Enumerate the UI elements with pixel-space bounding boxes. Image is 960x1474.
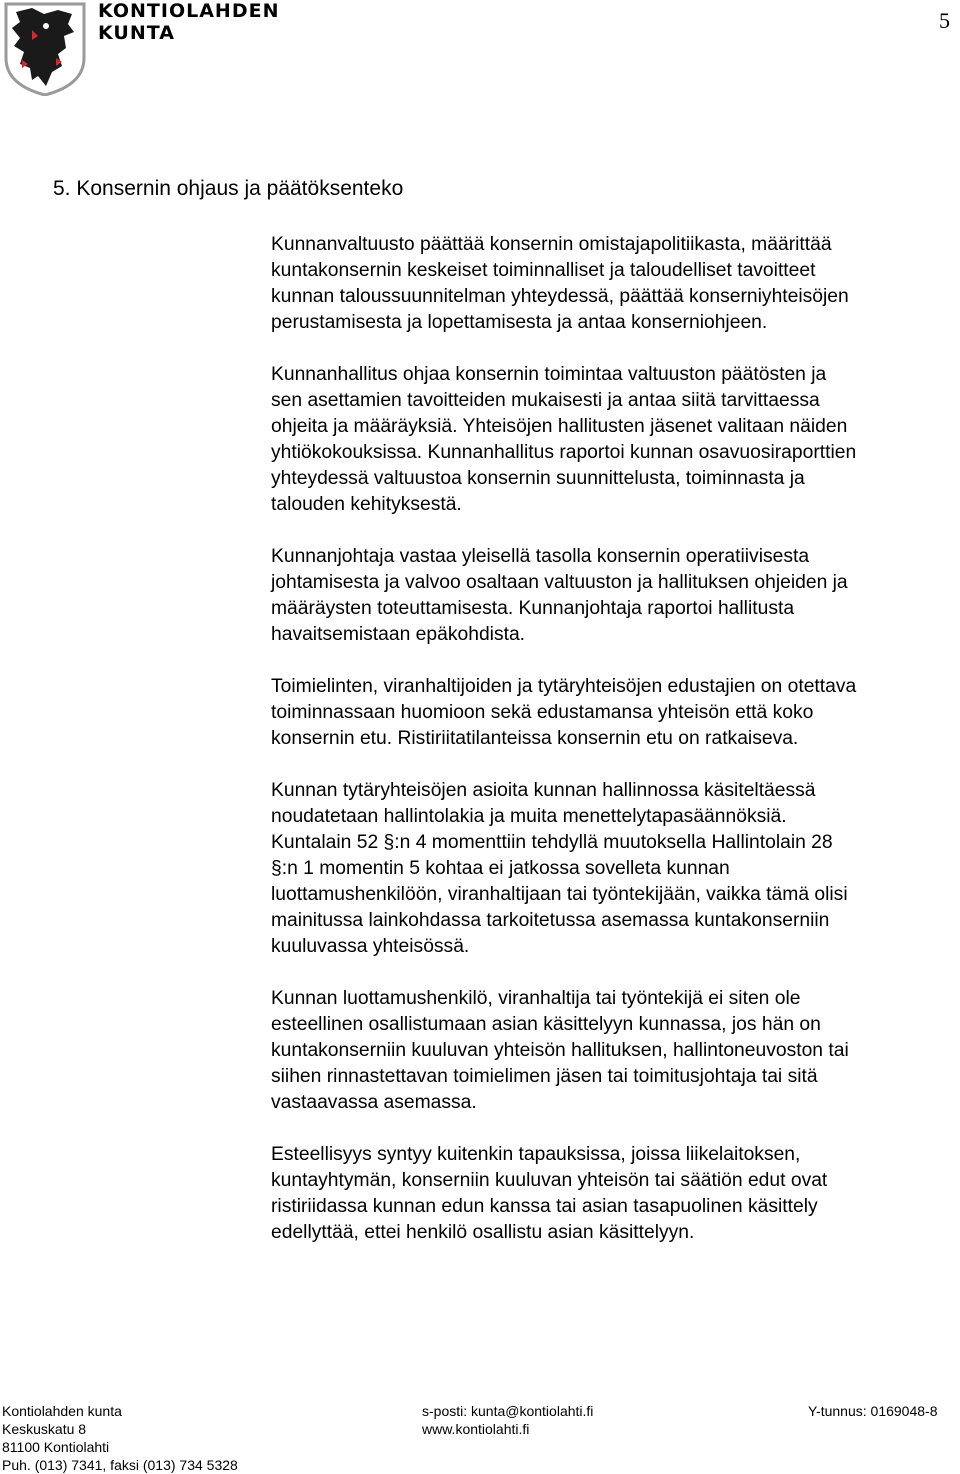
municipality-name xyxy=(98,0,279,44)
footer-business-id xyxy=(808,1402,937,1420)
section-body xyxy=(271,232,955,1272)
footer-address xyxy=(2,1402,238,1474)
paragraph: Kunnanjohtaja vastaa yleisellä tasolla konsernin operatiivisesta johtamisesta ja valvoo osaltaan valtuuston ja hallituksen ohjeiden ja määräysten toteuttamisesta. Kunnanjohtaja raportoi hallitusta havaitsemistaan epäkohdista. xyxy=(271,546,848,645)
coat-of-arms-icon xyxy=(2,0,88,96)
footer-website: www.kontiolahti.fi xyxy=(422,1421,530,1437)
footer-postal: 81100 Kontiolahti xyxy=(2,1439,110,1455)
municipality-name-line2: KUNTA xyxy=(98,22,175,44)
paragraph: Kunnanvaltuusto päättää konsernin omistajapolitiikasta, määrittää kuntakonsernin keskeiset toiminnalliset ja taloudelliset tavoitteet kunnan taloussuunnitelman yhteydessä, päättää konserniyhteisöjen perustamisesta ja lopettamisesta ja antaa konserniohjeen. xyxy=(271,234,849,333)
footer-contact xyxy=(422,1402,593,1438)
footer-y-tunnus: Y-tunnus: 0169048-8 xyxy=(808,1403,938,1419)
paragraph: Kunnan tytäryhteisöjen asioita kunnan hallinnossa käsiteltäessä noudatetaan hallintolakia ja muita menettelytapasäännöksiä. Kuntalain 52 §:n 4 momenttiin tehdyllä muutoksella Hallintolain 28 §:n 1 momentin 5 kohtaa ei jatkossa sovelleta kunnan luottamushenkilöön, viranhaltijaan tai työntekijään, vaikka tämä olisi mainitussa lainkohdassa tarkoitetussa asemassa kuntakonserniin kuuluvassa yhteisössä. xyxy=(271,780,848,957)
footer-phone: Puh. (013) 7341, faksi (013) 734 5328 xyxy=(2,1457,238,1473)
footer-email: s-posti: kunta@kontiolahti.fi xyxy=(422,1403,594,1419)
paragraph: Esteellisyys syntyy kuitenkin tapauksissa, joissa liikelaitoksen, kuntayhtymän, konserniin kuuluvan yhteisön tai säätiön edut ovat ristiriidassa kunnan edun kanssa tai asian tasapuolinen käsittely edellyttää, ettei henkilö osallistu asian käsittelyyn. xyxy=(271,1144,828,1243)
paragraph: Kunnan luottamushenkilö, viranhaltija tai työntekijä ei siten ole esteellinen osallistumaan asian käsittelyyn kunnassa, jos hän on kuntakonserniin kuuluvan yhteisön hallituksen, hallintoneuvoston tai siihen rinnastettavan toimielimen jäsen tai toimitusjohtaja tai sitä vastaavassa asemassa. xyxy=(271,988,849,1113)
municipality-logo xyxy=(2,0,280,100)
paragraph: Kunnanhallitus ohjaa konsernin toimintaa valtuuston päätösten ja sen asettamien tavoitteiden mukaisesti ja antaa siitä tarvittaessa ohjeita ja määräyksiä. Yhteisöjen hallitusten jäsenet valitaan näiden yhtiökokouksissa. Kunnanhallitus raportoi kunnan osavuosiraporttien yhteydessä valtuustoa konsernin suunnittelusta, toiminnasta ja talouden kehityksestä. xyxy=(271,364,857,515)
footer-org-name: Kontiolahden kunta xyxy=(2,1403,122,1419)
footer-street: Keskuskatu 8 xyxy=(2,1421,87,1437)
municipality-name-line1: KONTIOLAHDEN xyxy=(98,0,280,22)
page-number: 5 xyxy=(939,8,950,33)
paragraph: Toimielinten, viranhaltijoiden ja tytäryhteisöjen edustajien on otettava toiminnassaan huomioon sekä edustamansa yhteisön että koko konsernin etu. Ristiriitatilanteissa konsernin etu on ratkaiseva. xyxy=(271,676,857,749)
section-title: 5. Konsernin ohjaus ja päätöksenteko xyxy=(53,177,404,200)
